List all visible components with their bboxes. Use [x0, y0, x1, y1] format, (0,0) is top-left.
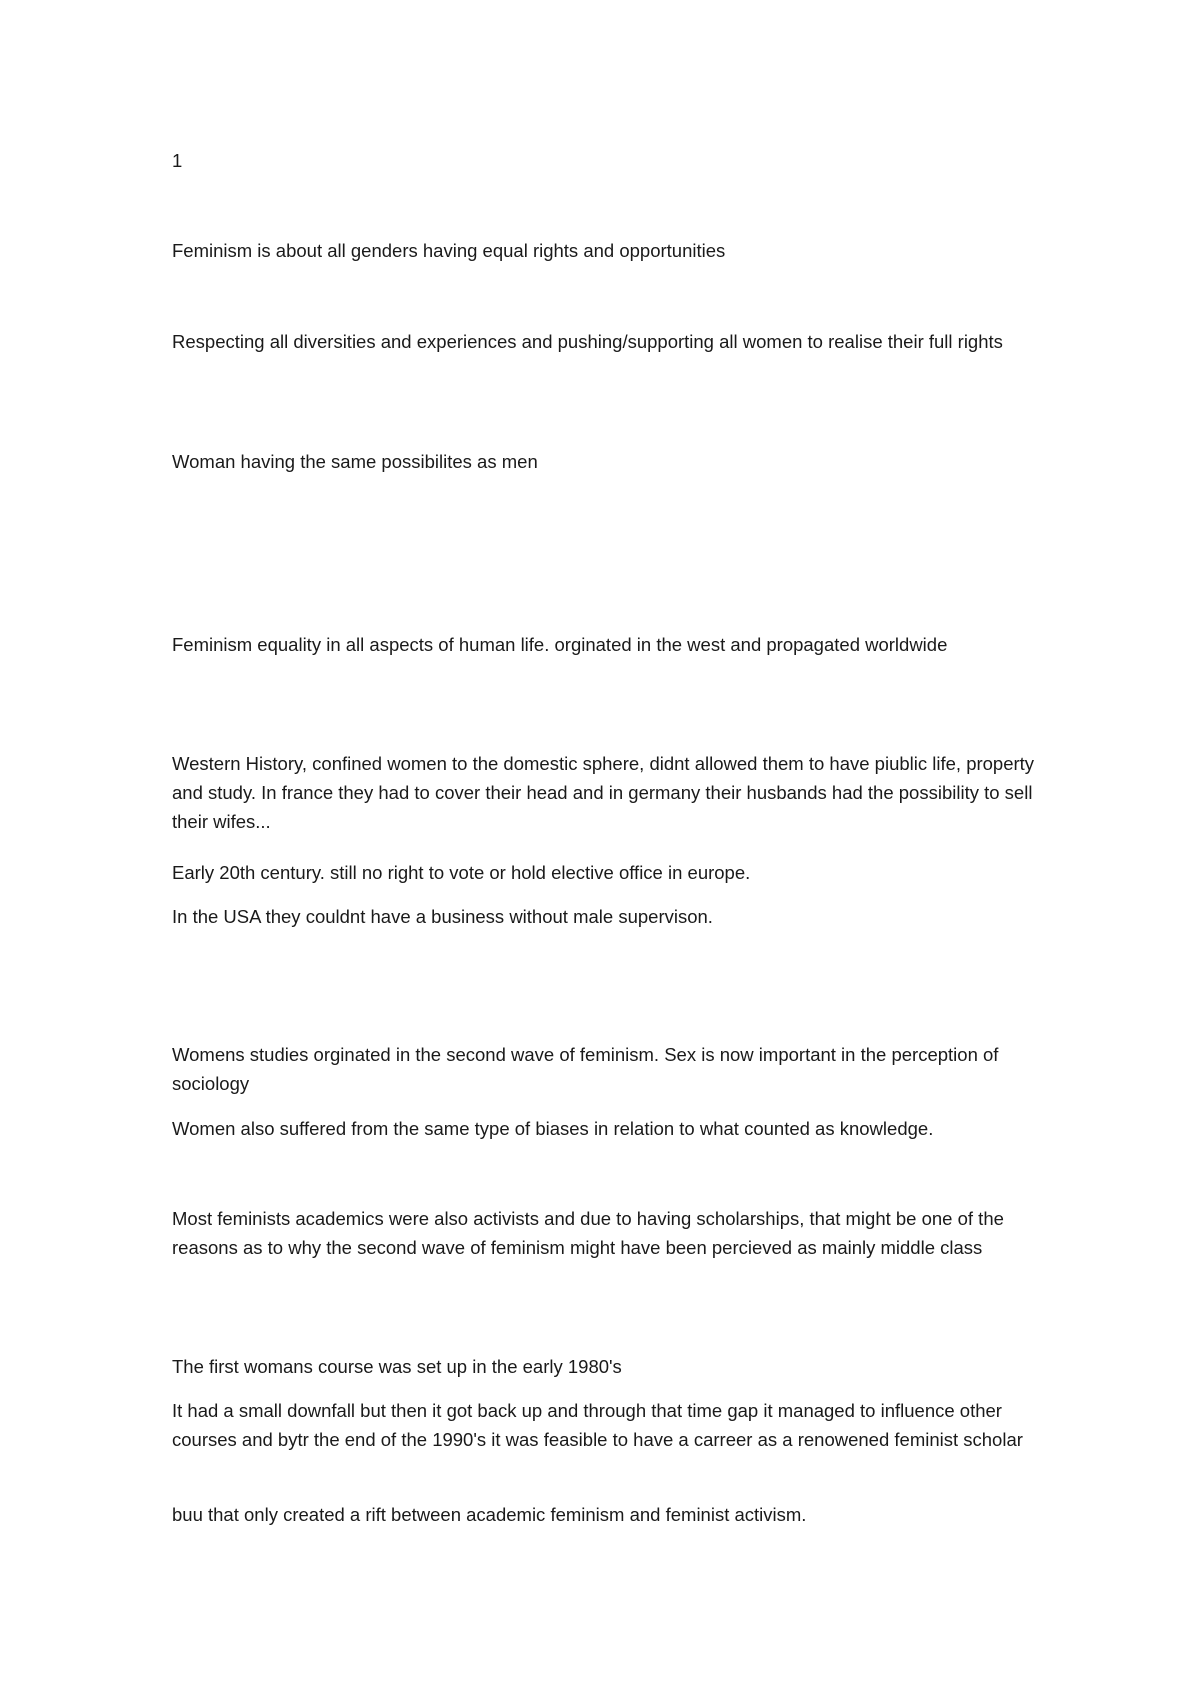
paragraph-rift: buu that only created a rift between academic feminism and feminist activism.: [172, 1504, 807, 1525]
paragraph-equality-origin: Feminism equality in all aspects of human life. orginated in the west and propagated worldwide: [172, 634, 948, 655]
paragraph-feminist-academics: Most feminists academics were also activists and due to having scholarships, that might be one of the reasons as to why the second wave of feminism might have been percieved as mainly middle class: [172, 1208, 1004, 1258]
paragraph-womens-studies: Womens studies orginated in the second wave of feminism. Sex is now important in the perception of sociology: [172, 1044, 999, 1094]
paragraph-same-possibilities: Woman having the same possibilites as men: [172, 451, 538, 472]
paragraph-usa-business: In the USA they couldnt have a business without male supervison.: [172, 906, 713, 927]
paragraph-respecting-diversities: Respecting all diversities and experiences and pushing/supporting all women to realise their full rights: [172, 331, 1003, 352]
page-number: 1: [172, 150, 183, 171]
paragraph-biases-knowledge: Women also suffered from the same type of biases in relation to what counted as knowledge.: [172, 1118, 934, 1139]
paragraph-western-history: Western History, confined women to the domestic sphere, didnt allowed them to have piublic life, property and study. In france they had to cover their head and in germany their husbands had the possibility to sell their wifes...: [172, 753, 1035, 832]
paragraph-small-downfall: It had a small downfall but then it got back up and through that time gap it managed to influence other courses and bytr the end of the 1990's it was feasible to have a carreer as a renowened feminist scholar: [172, 1400, 1023, 1450]
paragraph-first-course: The first womans course was set up in the early 1980's: [172, 1356, 622, 1377]
paragraph-feminism-definition: Feminism is about all genders having equal rights and opportunities: [172, 240, 726, 261]
paragraph-early-20th-century: Early 20th century. still no right to vote or hold elective office in europe.: [172, 862, 751, 883]
